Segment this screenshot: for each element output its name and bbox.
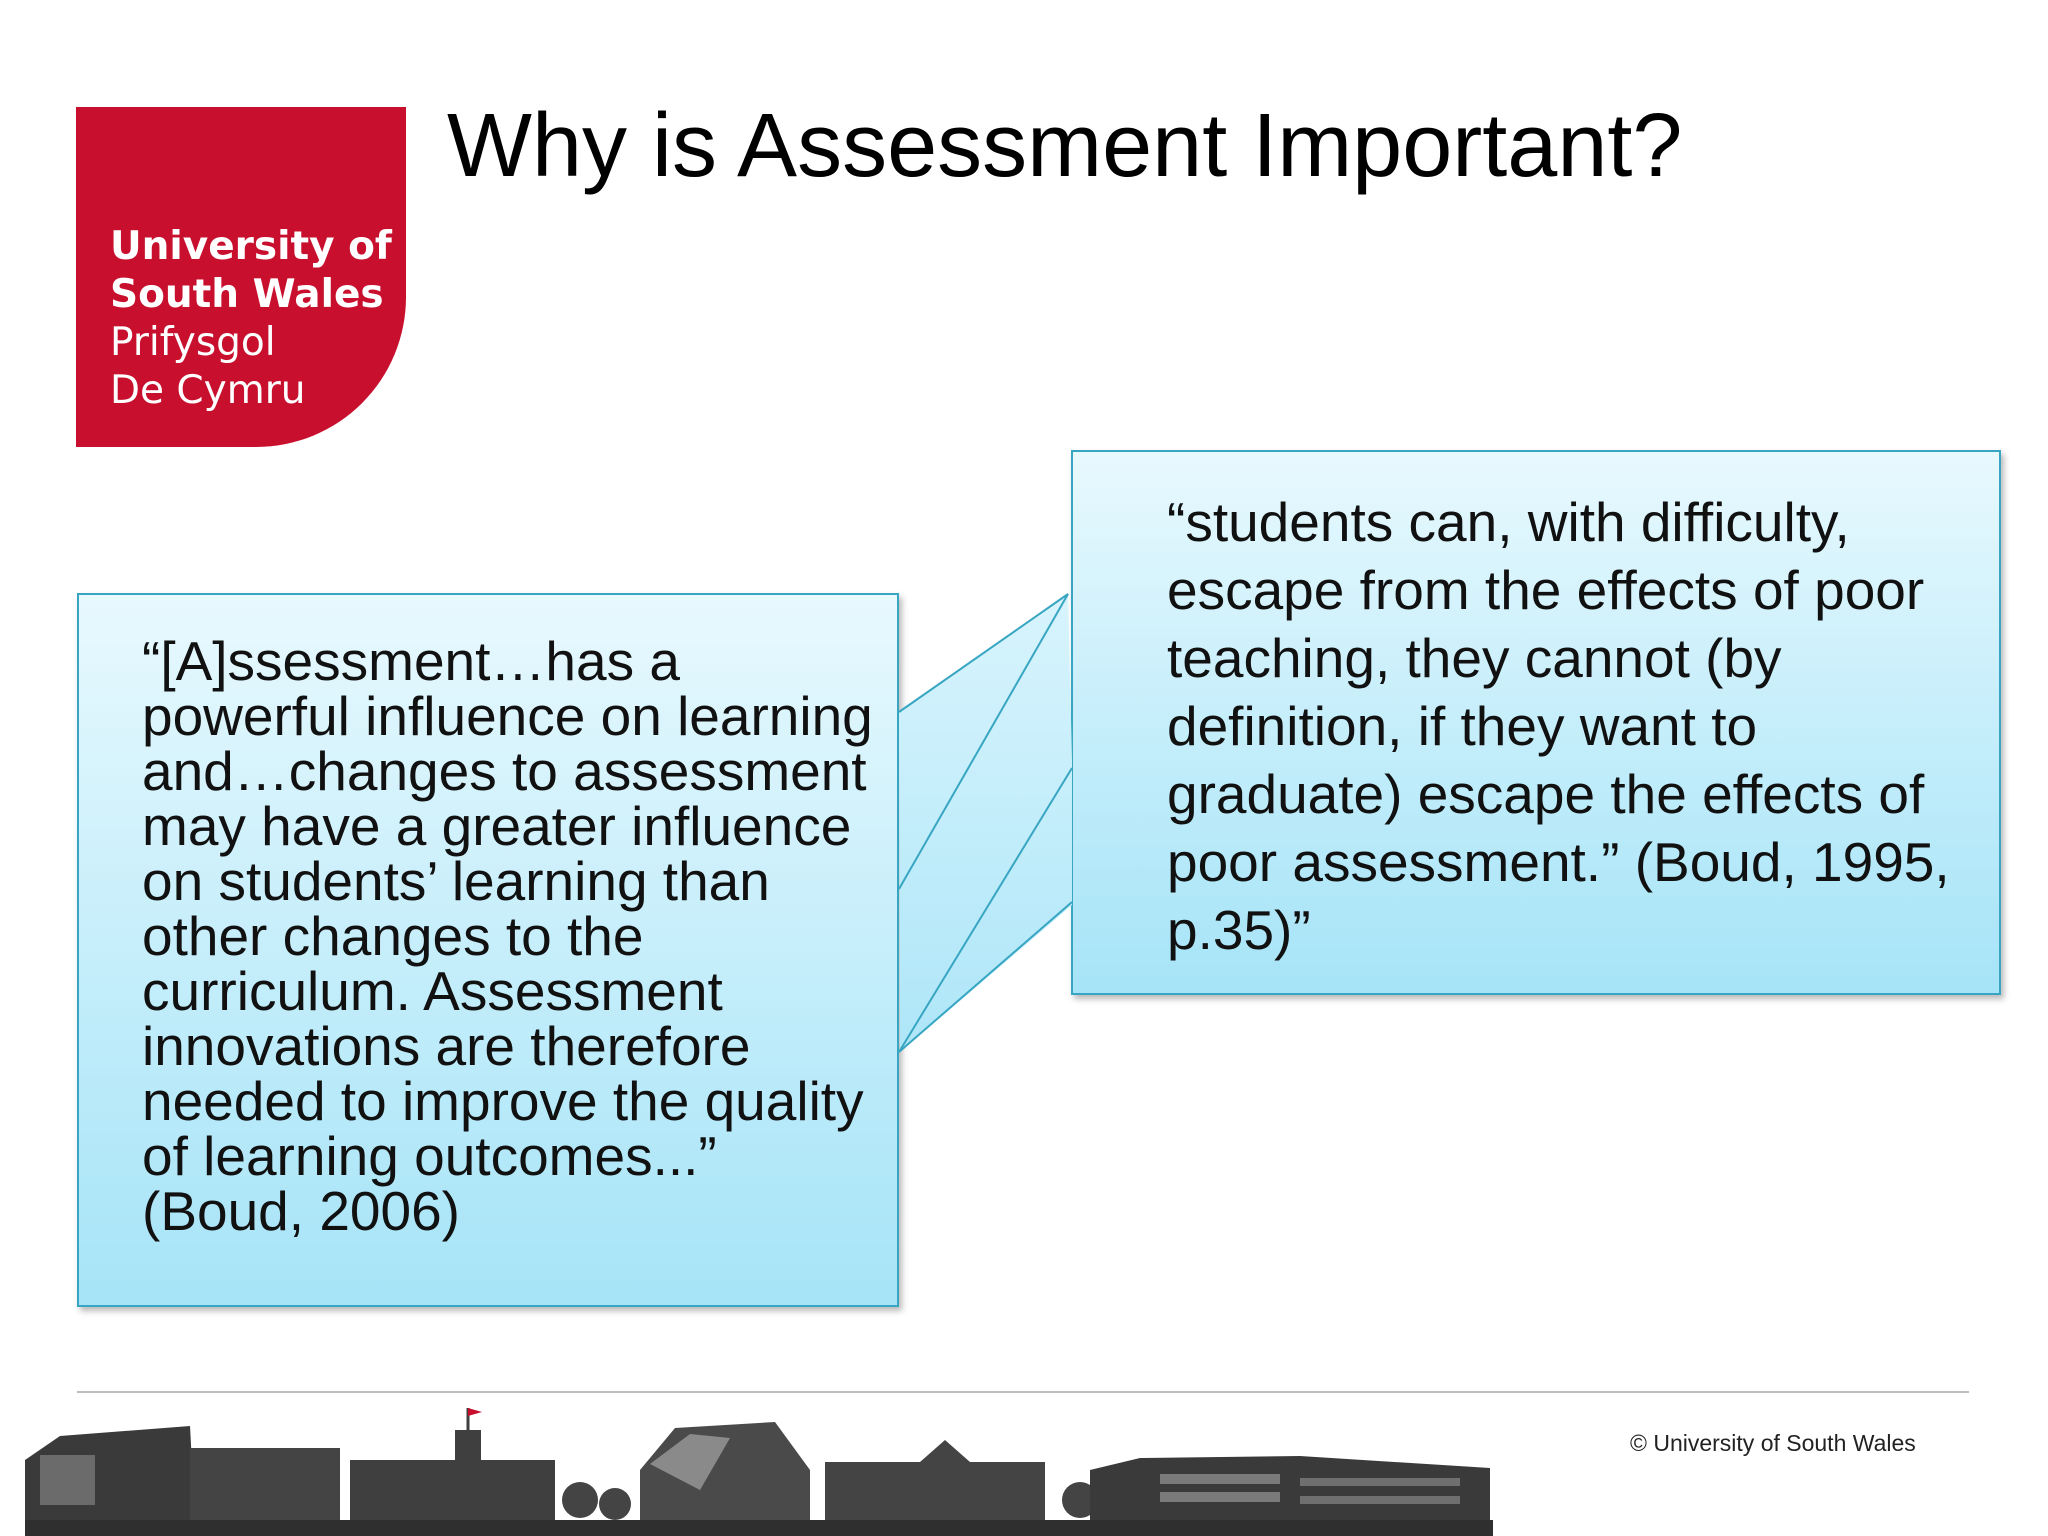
quote-text-boud-2006: “[A]ssessment…has a powerful influence on learning and…changes to assessment may have a greater influence on students’ learning than other changes to the curriculum. Assessment innovations are therefore needed to improve the quality of learning outcomes...” (Boud, 2006) [142,630,873,1242]
slide-title: Why is Assessment Important? [447,96,1683,196]
logo-line-2: South Wales [110,272,384,317]
campus-skyline-illustration [0,1400,1500,1536]
logo-line-1: University of [110,224,392,269]
copyright-notice: © University of South Wales [1630,1430,1916,1456]
logo-line-3: Prifysgol [110,320,276,365]
footer-divider [77,1391,1969,1393]
quote-text-boud-1995: “students can, with difficulty, escape from the effects of poor teaching, they cannot (by definition, if they want to graduate) escape the effects of poor assessment.” (Boud, 1995, p.35)” [1167,491,1950,961]
logo-line-4: De Cymru [110,368,306,413]
university-logo [76,107,406,447]
